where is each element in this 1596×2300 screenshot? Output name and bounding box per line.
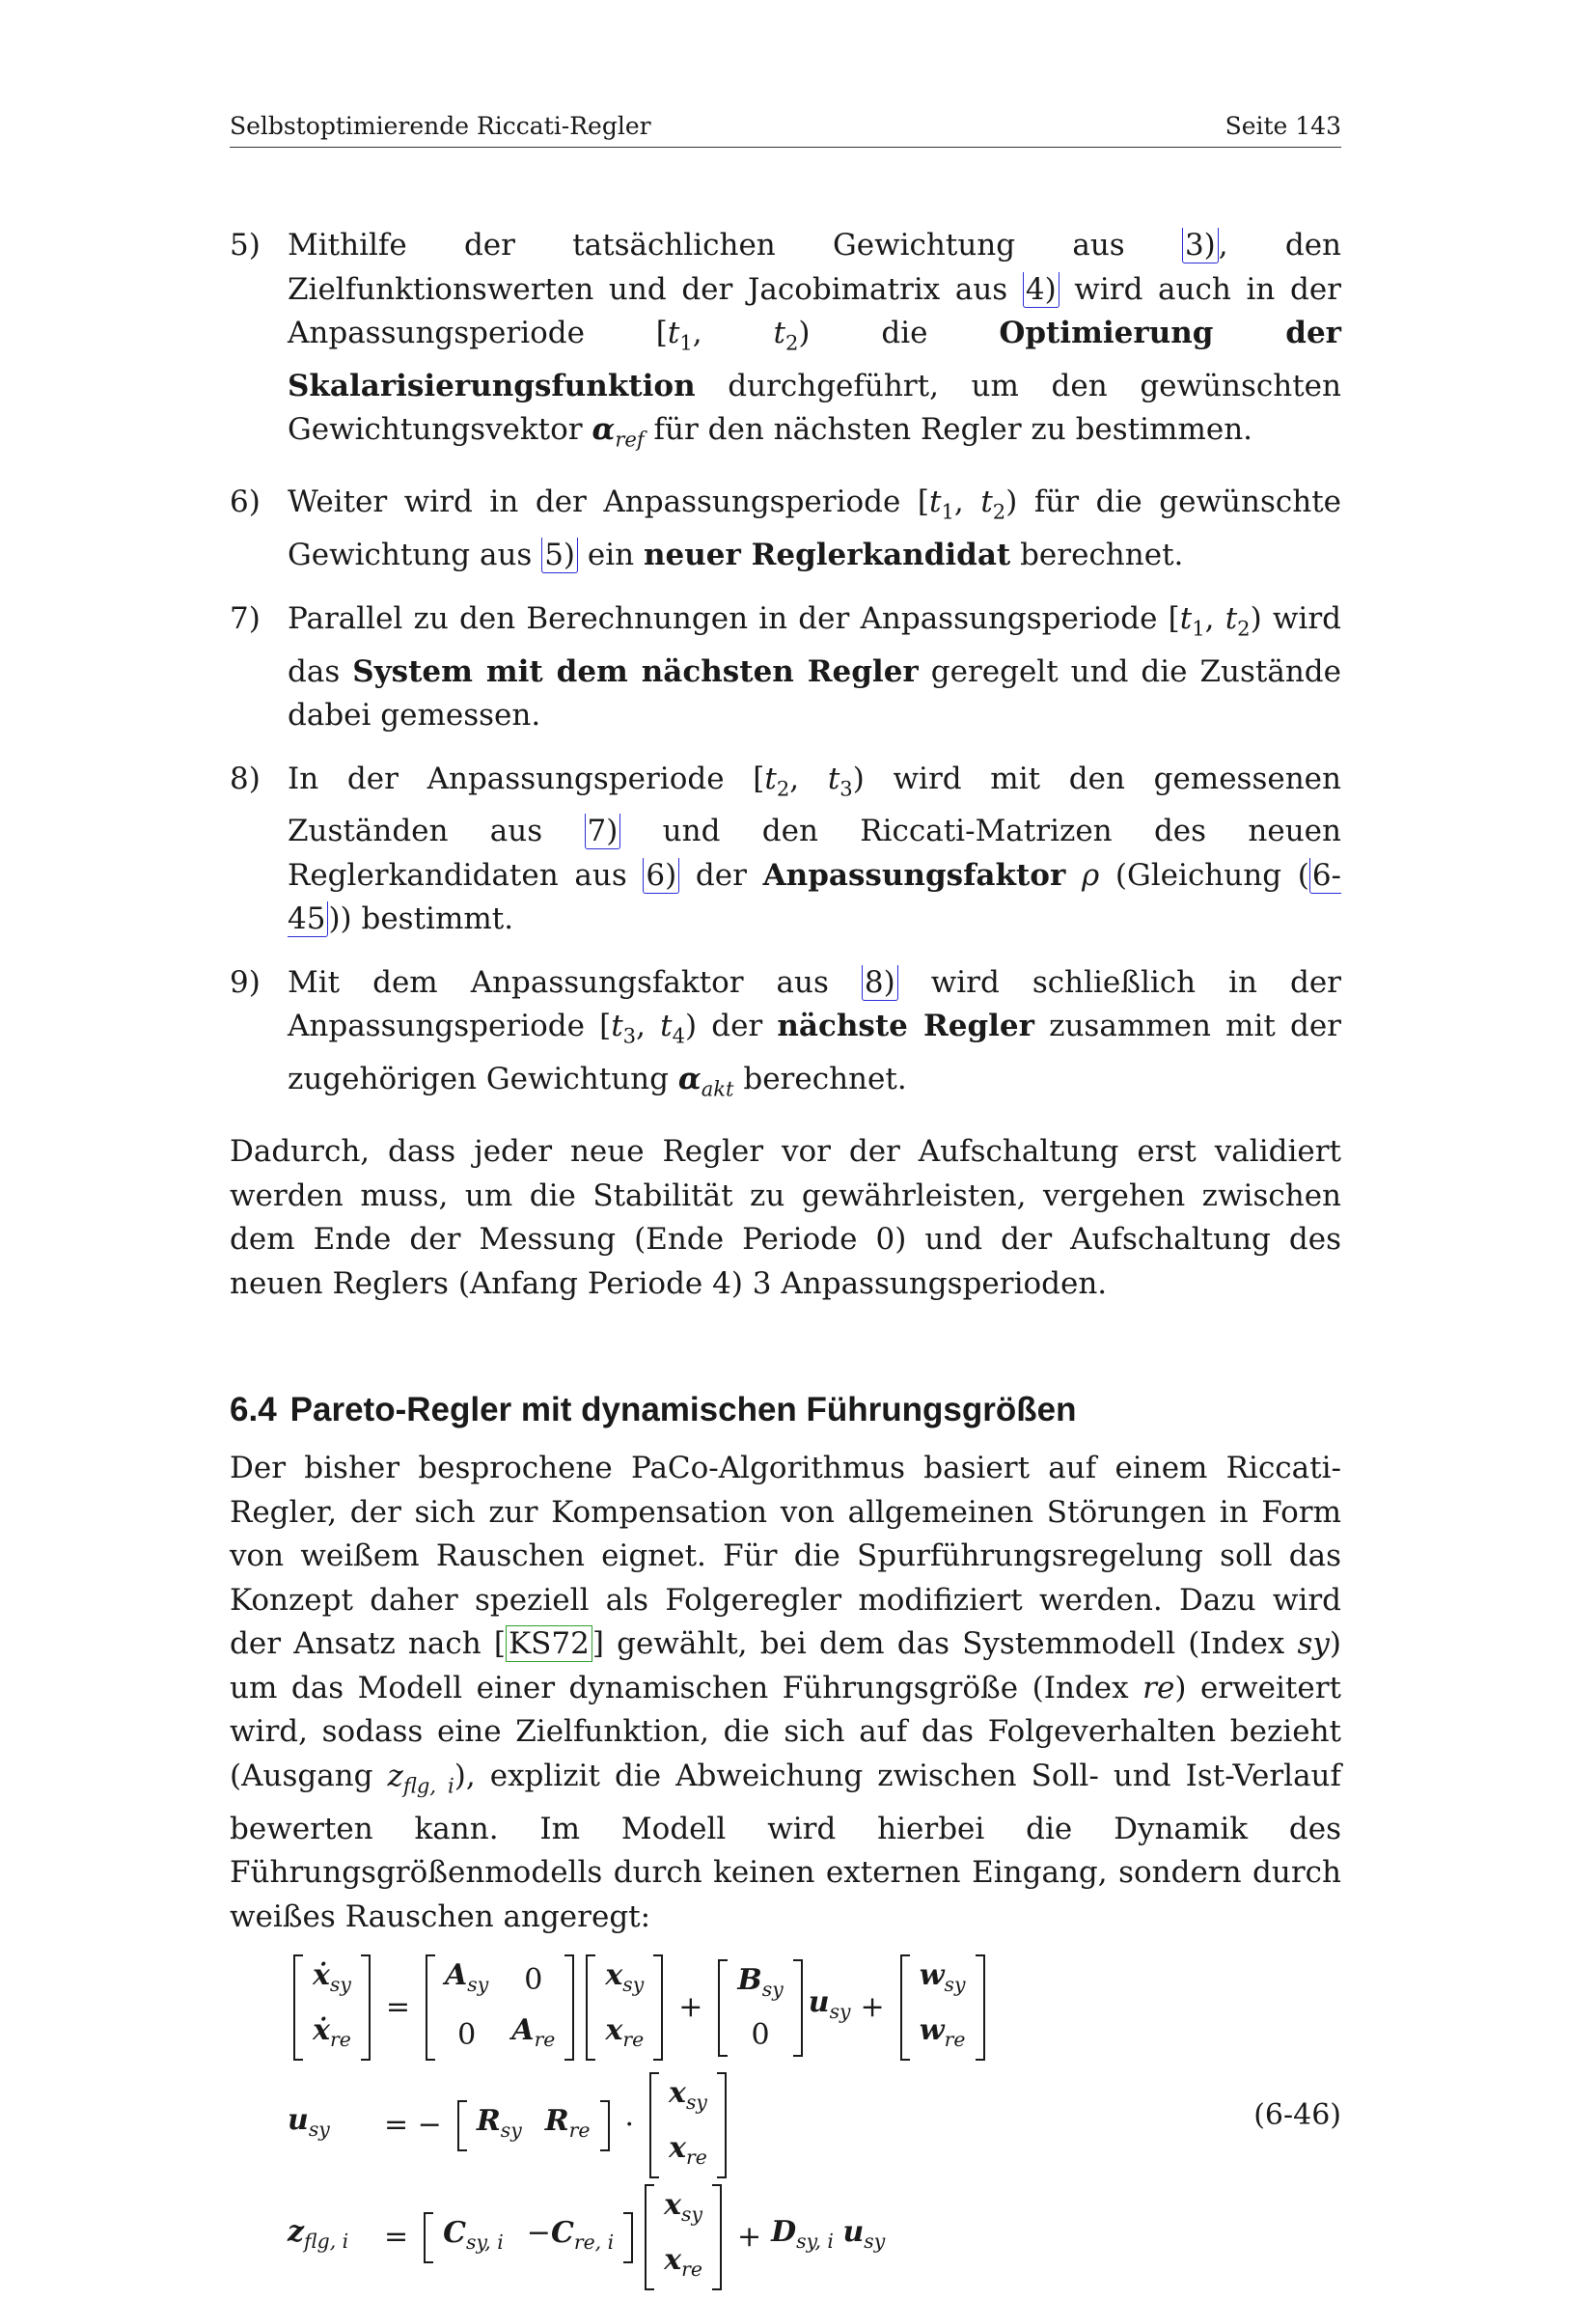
equation-ref-link[interactable]: 6-45	[288, 857, 1342, 937]
main-content	[230, 224, 1341, 2300]
step-ref-link[interactable]: 3)	[1182, 228, 1219, 263]
step-ref-link[interactable]: 7)	[585, 814, 621, 849]
equation-number: (6-46)	[1253, 2098, 1341, 2132]
step-number: 8)	[230, 761, 261, 796]
header-title: Selbstoptimierende Riccati-Regler	[230, 112, 651, 140]
equation-control: $u_{sy}$ = − $R_{sy}$ $R_{re}$ · $x_{sy}$ $x_{re}$	[288, 2070, 732, 2180]
citation-link[interactable]: KS72	[506, 1625, 592, 1662]
page-number: Seite 143	[1225, 112, 1341, 140]
paragraph: Der bisher besprochene PaCo-Algorithmus basiert auf einem Riccati-Regler, der sich zur Kompensation von allgemeinen Störungen in Form von weißem Rauschen eignet. Für die Spurführungsregelung soll das Konzept daher speziell als Folgeregler modifiziert werden. Dazu wird der Ansatz nach [KS72] gewählt, bei dem das Systemmodell (Index sy) um das Modell einer dynamischen Führungsgröße (Index re) erweitert wird, sodass eine Zielfunktion, die sich auf das Folgeverhalten bezieht (Ausgang $z_{flg, i}$), explizit die Abweichung zwischen Soll- und Ist-Verlauf bewerten kann. Im Modell wird hierbei die Dynamik des Führungsgrößenmodells durch keinen externen Eingang, sondern durch weißes Rauschen angeregt:	[230, 1451, 1341, 1934]
step-number: 6)	[230, 485, 261, 520]
step-ref-link[interactable]: 8)	[862, 965, 898, 1001]
step-number: 9)	[230, 964, 261, 1000]
equation-state: ẋ$_{sy}$ ẋ$_{re}$ = $A_{sy}$ 0 0 $A_{re}$ $x_{sy}$ $x_{re}$ + $B_{sy}$ 0 $u_{sy}$ + $w_{sy}$ $w_{re}$	[288, 1953, 991, 2063]
step-number: 5)	[230, 228, 261, 263]
list-item: 5) Mithilfe der tatsächlichen Gewichtung aus 3), den Zielfunktionswerten und der Jacobimatrix aus 4) wird auch in der Anpassungsperiode [$t_1$, $t_2$) die Optimierung der Skalarisierungsfunktion durchgeführt, um den gewünschten Gewichtungsvektor $\alpha_{ref}$ für den nächsten Regler zu bestimmen.	[230, 224, 1341, 461]
list-item: 8) In der Anpassungsperiode [$t_2$, $t_3$) wird mit den gemessenen Zuständen aus 7) und den Riccati-Matrizen des neuen Reglerkandidaten aus 6) der Anpassungsfaktor ρ (Gleichung (6-45)) bestimmt.	[230, 758, 1341, 942]
step-list	[230, 224, 1341, 1111]
section-heading	[230, 1389, 1341, 1431]
step-ref-link[interactable]: 6)	[643, 858, 679, 894]
equation-block	[230, 1953, 1341, 2300]
step-number: 7)	[230, 600, 261, 636]
equation-output: $z_{flg, i}$ = $C_{sy, i}$ $-C_{re, i}$ $x_{sy}$ $x_{re}$ + $D_{sy, i}$ $u_{sy}$	[288, 2182, 885, 2292]
step-ref-link[interactable]: 4)	[1023, 272, 1059, 308]
list-item: 9) Mit dem Anpassungsfaktor aus 8) wird schließlich in der Anpassungsperiode [$t_3$, $t_4$) der nächste Regler zusammen mit der zugehörigen Gewichtung $\alpha_{akt}$ berechnet.	[230, 961, 1341, 1111]
section-number: 6.4	[230, 1391, 277, 1429]
running-header	[230, 108, 1341, 148]
step-ref-link[interactable]: 5)	[541, 538, 578, 573]
paragraph: Dadurch, dass jeder neue Regler vor der Aufschaltung erst validiert werden muss, um die Stabilität zu gewährleisten, vergehen zwischen dem Ende der Messung (Ende Periode 0) und der Aufschaltung des neuen Reglers (Anfang Periode 4) 3 Anpassungsperioden.	[230, 1134, 1341, 1301]
list-item: 7) Parallel zu den Berechnungen in der Anpassungsperiode [$t_1$, $t_2$) wird das System mit dem nächsten Regler geregelt und die Zustände dabei gemessen.	[230, 597, 1341, 738]
list-item: 6) Weiter wird in der Anpassungsperiode [$t_1$, $t_2$) für die gewünschte Gewichtung aus 5) ein neuer Reglerkandidat berechnet.	[230, 481, 1341, 577]
section-title: Pareto-Regler mit dynamischen Führungsgrößen	[289, 1391, 1077, 1429]
